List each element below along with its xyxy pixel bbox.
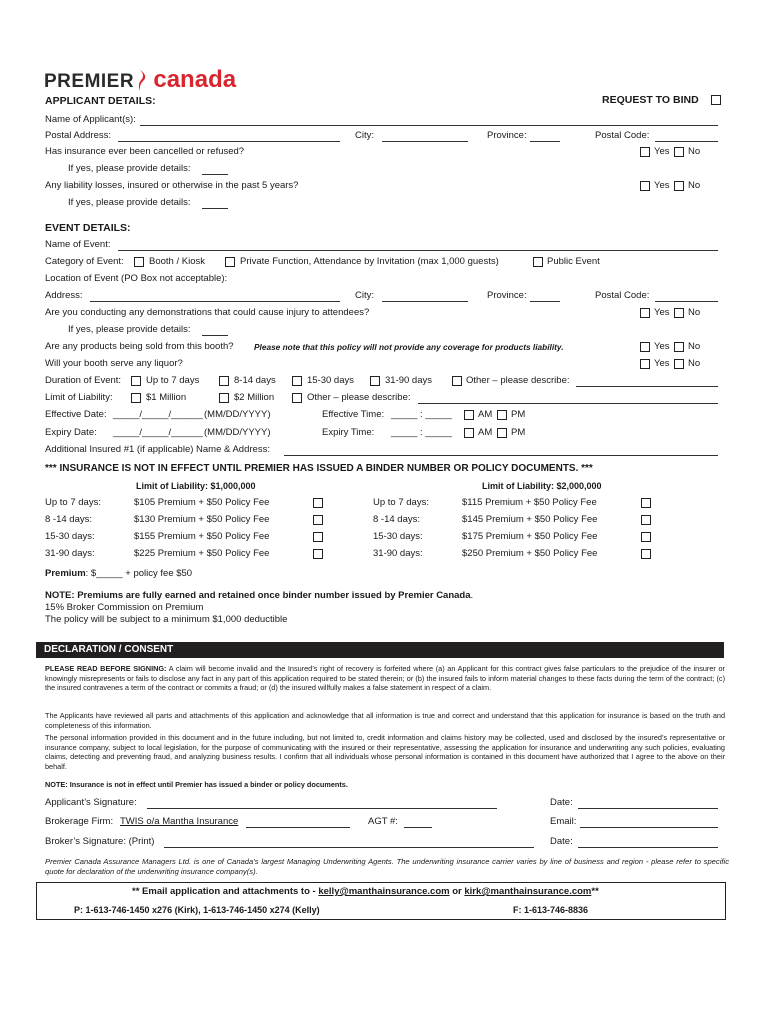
category-private-label: Private Function, Attendance by Invitation (max 1,000 guests) <box>240 256 499 267</box>
no-label: No <box>688 358 701 369</box>
date-format-hint: (MM/DD/YYYY) <box>204 427 271 438</box>
duration-other-field[interactable] <box>576 386 718 387</box>
request-to-bind-checkbox[interactable] <box>711 95 721 105</box>
pricing-1m-checkbox[interactable] <box>313 515 323 525</box>
location-label: Location of Event (PO Box not acceptable): <box>45 273 228 284</box>
limit-1m-label: $1 Million <box>146 392 187 403</box>
demonstrations-question: Are you conducting any demonstrations that could cause injury to attendees? <box>45 307 370 318</box>
broker-date-field[interactable] <box>578 847 718 848</box>
pricing-2m-checkbox[interactable] <box>641 532 651 542</box>
event-province-field[interactable] <box>530 301 560 302</box>
no-label: No <box>688 180 701 191</box>
date-format-hint: (MM/DD/YYYY) <box>204 409 271 420</box>
losses-no-checkbox[interactable] <box>674 181 684 191</box>
pm-label: PM <box>511 427 526 438</box>
products-question: Are any products being sold from this booth? <box>45 341 234 352</box>
declaration-paragraph-1 <box>45 664 725 693</box>
brokerage-label: Brokerage Firm: <box>45 816 114 827</box>
pricing-premium-1m: $225 Premium + $50 Policy Fee <box>134 548 270 559</box>
duration-option-label: 8-14 days <box>234 375 276 386</box>
liquor-question: Will your booth serve any liquor? <box>45 358 183 369</box>
province-field[interactable] <box>530 141 560 142</box>
applicant-date-field[interactable] <box>578 808 718 809</box>
broker-signature-label: Broker’s Signature: (Print) <box>45 836 155 847</box>
contact-email-line <box>132 887 599 898</box>
insurance-notice: *** INSURANCE IS NOT IN EFFECT UNTIL PREMIER HAS ISSUED A BINDER NUMBER OR POLICY DOCUMENTS. *** <box>45 463 593 474</box>
demonstrations-yes-checkbox[interactable] <box>640 308 650 318</box>
effective-am-checkbox[interactable] <box>464 410 474 420</box>
cancelled-yes-checkbox[interactable] <box>640 147 650 157</box>
duration-other-checkbox[interactable] <box>452 376 462 386</box>
applicant-signature-label: Applicant’s Signature: <box>45 797 137 808</box>
duration-option-label: Other – please describe: <box>466 375 570 386</box>
broker-signature-field[interactable] <box>164 847 534 848</box>
pricing-2m-checkbox[interactable] <box>641 498 651 508</box>
yes-label: Yes <box>654 180 670 191</box>
postal-address-field[interactable] <box>118 141 340 142</box>
expiry-time-field[interactable]: _____ : _____ <box>391 427 452 438</box>
effective-date-label: Effective Date: <box>45 409 107 420</box>
duration-14-checkbox[interactable] <box>219 376 229 386</box>
city-field[interactable] <box>382 141 468 142</box>
category-public-checkbox[interactable] <box>533 257 543 267</box>
company-logo: PREMIER canada <box>44 66 237 93</box>
category-private-checkbox[interactable] <box>225 257 235 267</box>
pricing-days: 15-30 days: <box>45 531 95 542</box>
am-label: AM <box>478 427 493 438</box>
note-line1 <box>45 591 473 602</box>
duration-option-label: 31-90 days <box>385 375 433 386</box>
pricing-2m-checkbox[interactable] <box>641 515 651 525</box>
losses-question: Any liability losses, insured or otherwise in the past 5 years? <box>45 180 299 191</box>
pricing-days: Up to 7 days: <box>373 497 429 508</box>
event-details-heading: EVENT DETAILS: <box>45 222 131 234</box>
declaration-paragraph-2: The Applicants have reviewed all parts and attachments of this application and acknowledge that all information is true and correct and understand that this application for insurance is based on the truth and completeness of this information. <box>45 711 725 730</box>
effective-pm-checkbox[interactable] <box>497 410 507 420</box>
city-label: City: <box>355 130 374 141</box>
no-label: No <box>688 146 701 157</box>
province-label: Province: <box>487 130 527 141</box>
declaration-p1-text: A claim will become invalid and the Insured’s right of recovery is forfeited where (a) an Applicant for this contract gives false particulars to the prejudice of the insurer or knowingly misrepresents or fails to disclose any fact in any part of this application required to be stated therein; or (b) the insured fails to inform material changes to these facts during the term of the contract; (c) the insured contravenes a term of the contract or commits a fraud; or (d) the insured willfully makes a false statement in respect of a claim. <box>45 664 725 693</box>
cancelled-no-checkbox[interactable] <box>674 147 684 157</box>
postal-code-field[interactable] <box>655 141 718 142</box>
pricing-days: 31-90 days: <box>45 548 95 559</box>
email-link-kirk[interactable]: kirk@manthainsurance.com <box>464 886 592 897</box>
cancelled-details-field[interactable] <box>202 174 228 175</box>
pricing-premium-1m: $130 Premium + $50 Policy Fee <box>134 514 270 525</box>
postal-code-label: Postal Code: <box>595 130 650 141</box>
category-public-label: Public Event <box>547 256 600 267</box>
event-city-field[interactable] <box>382 301 468 302</box>
if-yes-label: If yes, please provide details: <box>68 163 191 174</box>
event-name-label: Name of Event: <box>45 239 111 250</box>
if-yes-label: If yes, please provide details: <box>68 197 191 208</box>
pricing-1m-checkbox[interactable] <box>313 532 323 542</box>
premium-line <box>45 569 192 580</box>
date-label: Date: <box>550 836 573 847</box>
pricing-premium-1m: $155 Premium + $50 Policy Fee <box>134 531 270 542</box>
applicant-details-heading: APPLICANT DETAILS: <box>45 95 156 107</box>
yes-label: Yes <box>654 307 670 318</box>
declaration-paragraph-3: The personal information provided in this document and in the future including, but not limited to, credit information and claims history may be collected, used and disclosed by the insured’s representative or insurance company, subject to local legislation, for the purpose of communicating with the insured or their representative, assessing the application for insurance and underwriting any such policies, evaluating claims, detecting and preventing fraud, and analyzing business results. I confirm that all individuals whose personal information is contained in this document have authorized that I agree to the above on their behalf. <box>45 733 725 771</box>
pricing-days: 8 -14 days: <box>373 514 420 525</box>
declaration-p1-bold: PLEASE READ BEFORE SIGNING: <box>45 664 167 673</box>
brokerage-value <box>120 817 238 828</box>
date-label: Date: <box>550 797 573 808</box>
duration-30-checkbox[interactable] <box>292 376 302 386</box>
agt-field[interactable] <box>404 827 432 828</box>
limit-other-field[interactable] <box>418 403 718 404</box>
yes-label: Yes <box>654 341 670 352</box>
pricing-premium-1m: $105 Premium + $50 Policy Fee <box>134 497 270 508</box>
pricing-premium-2m: $250 Premium + $50 Policy Fee <box>462 548 598 559</box>
pricing-1m-checkbox[interactable] <box>313 498 323 508</box>
additional-insured-label: Additional Insured #1 (if applicable) Name & Address: <box>45 444 270 455</box>
note-bold: NOTE: Premiums are fully earned and retained once binder number issued by Premier Canada <box>45 590 471 601</box>
pricing-col2-header: Limit of Liability: $2,000,000 <box>482 481 602 491</box>
email-link-kelly[interactable]: kelly@manthainsurance.com <box>318 886 450 897</box>
expiry-pm-checkbox[interactable] <box>497 428 507 438</box>
expiry-date-field[interactable]: _____/_____/______ <box>113 427 203 438</box>
duration-option-label: Up to 7 days <box>146 375 200 386</box>
demonstrations-details-field[interactable] <box>202 335 228 336</box>
category-booth-label: Booth / Kiosk <box>149 256 205 267</box>
disclaimer: Premier Canada Assurance Managers Ltd. is one of Canada’s largest Managing Underwriting Agents. The underwriting insurance carrier varies by line of business and region - please refer to specific quote for declaration of the underwriting insurance company(s). <box>45 857 729 877</box>
duration-option-label: 15-30 days <box>307 375 355 386</box>
cancelled-question: Has insurance ever been cancelled or refused? <box>45 146 245 157</box>
duration-90-checkbox[interactable] <box>370 376 380 386</box>
yes-label: Yes <box>654 146 670 157</box>
am-label: AM <box>478 409 493 420</box>
limit-other-checkbox[interactable] <box>292 393 302 403</box>
event-name-field[interactable] <box>118 250 718 251</box>
email-field[interactable] <box>580 827 718 828</box>
limit-other-label: Other – please describe: <box>307 392 411 403</box>
yes-label: Yes <box>654 358 670 369</box>
expiry-am-checkbox[interactable] <box>464 428 474 438</box>
pricing-2m-checkbox[interactable] <box>641 549 651 559</box>
contact-fax: F: 1-613-746-8836 <box>513 905 589 915</box>
province-label: Province: <box>487 290 527 301</box>
note-line3: The policy will be subject to a minimum $1,000 deductible <box>45 614 288 625</box>
expiry-date-label: Expiry Date: <box>45 427 97 438</box>
products-yes-checkbox[interactable] <box>640 342 650 352</box>
no-label: No <box>688 341 701 352</box>
pricing-premium-2m: $175 Premium + $50 Policy Fee <box>462 531 598 542</box>
brokerage-firm-name: TWIS o/a Mantha Insurance <box>120 816 239 827</box>
email-label: Email: <box>550 816 577 827</box>
applicant-name-label: Name of Applicant(s): <box>45 114 136 125</box>
duration-7-checkbox[interactable] <box>131 376 141 386</box>
no-label: No <box>688 307 701 318</box>
city-label: City: <box>355 290 374 301</box>
liquor-no-checkbox[interactable] <box>674 359 684 369</box>
premium-label: Premium <box>45 568 86 579</box>
limit-label: Limit of Liability: <box>45 392 113 403</box>
effective-time-label: Effective Time: <box>322 409 385 420</box>
products-no-checkbox[interactable] <box>674 342 684 352</box>
pricing-days: 15-30 days: <box>373 531 423 542</box>
email-or: or <box>452 886 462 897</box>
declaration-heading: DECLARATION / CONSENT <box>36 642 724 658</box>
pm-label: PM <box>511 409 526 420</box>
demonstrations-no-checkbox[interactable] <box>674 308 684 318</box>
declaration-paragraph-4: NOTE: Insurance is not in effect until Premier has issued a binder or policy documents. <box>45 780 348 789</box>
event-postal-code-field[interactable] <box>655 301 718 302</box>
email-suffix: ** <box>591 886 599 897</box>
applicant-name-field[interactable] <box>140 125 718 126</box>
effective-time-field[interactable]: _____ : _____ <box>391 409 452 420</box>
losses-details-field[interactable] <box>202 208 228 209</box>
premium-rest: : $_____ + policy fee $50 <box>85 568 193 579</box>
request-to-bind-label: REQUEST TO BIND <box>602 94 699 106</box>
category-label: Category of Event: <box>45 256 124 267</box>
event-address-field[interactable] <box>90 301 340 302</box>
liquor-yes-checkbox[interactable] <box>640 359 650 369</box>
additional-insured-field[interactable] <box>284 455 718 456</box>
expiry-time-label: Expiry Time: <box>322 427 375 438</box>
logo-swoosh-icon <box>137 68 151 92</box>
duration-label: Duration of Event: <box>45 375 122 386</box>
email-prefix: ** Email application and attachments to - <box>132 886 316 897</box>
pricing-1m-checkbox[interactable] <box>313 549 323 559</box>
pricing-premium-2m: $145 Premium + $50 Policy Fee <box>462 514 598 525</box>
note-end: . <box>470 590 474 601</box>
pricing-days: 8 -14 days: <box>45 514 92 525</box>
pricing-days: 31-90 days: <box>373 548 423 559</box>
limit-2m-checkbox[interactable] <box>219 393 229 403</box>
pricing-col1-header: Limit of Liability: $1,000,000 <box>136 481 256 491</box>
postal-code-label: Postal Code: <box>595 290 650 301</box>
postal-address-label: Postal Address: <box>45 130 112 141</box>
effective-date-field[interactable]: _____/_____/______ <box>113 409 203 420</box>
contact-phone: P: 1-613-746-1450 x276 (Kirk), 1-613-746-1450 x274 (Kelly) <box>74 905 320 915</box>
if-yes-label: If yes, please provide details: <box>68 324 191 335</box>
limit-1m-checkbox[interactable] <box>131 393 141 403</box>
applicant-signature-field[interactable] <box>147 808 497 809</box>
pricing-days: Up to 7 days: <box>45 497 101 508</box>
products-note: Please note that this policy will not provide any coverage for products liability. <box>254 342 564 352</box>
limit-2m-label: $2 Million <box>234 392 275 403</box>
brokerage-field[interactable] <box>246 827 350 828</box>
agt-label: AGT #: <box>368 816 398 827</box>
event-address-label: Address: <box>45 290 83 301</box>
note-line2: 15% Broker Commission on Premium <box>45 602 204 613</box>
pricing-premium-2m: $115 Premium + $50 Policy Fee <box>462 497 597 508</box>
category-booth-checkbox[interactable] <box>134 257 144 267</box>
losses-yes-checkbox[interactable] <box>640 181 650 191</box>
